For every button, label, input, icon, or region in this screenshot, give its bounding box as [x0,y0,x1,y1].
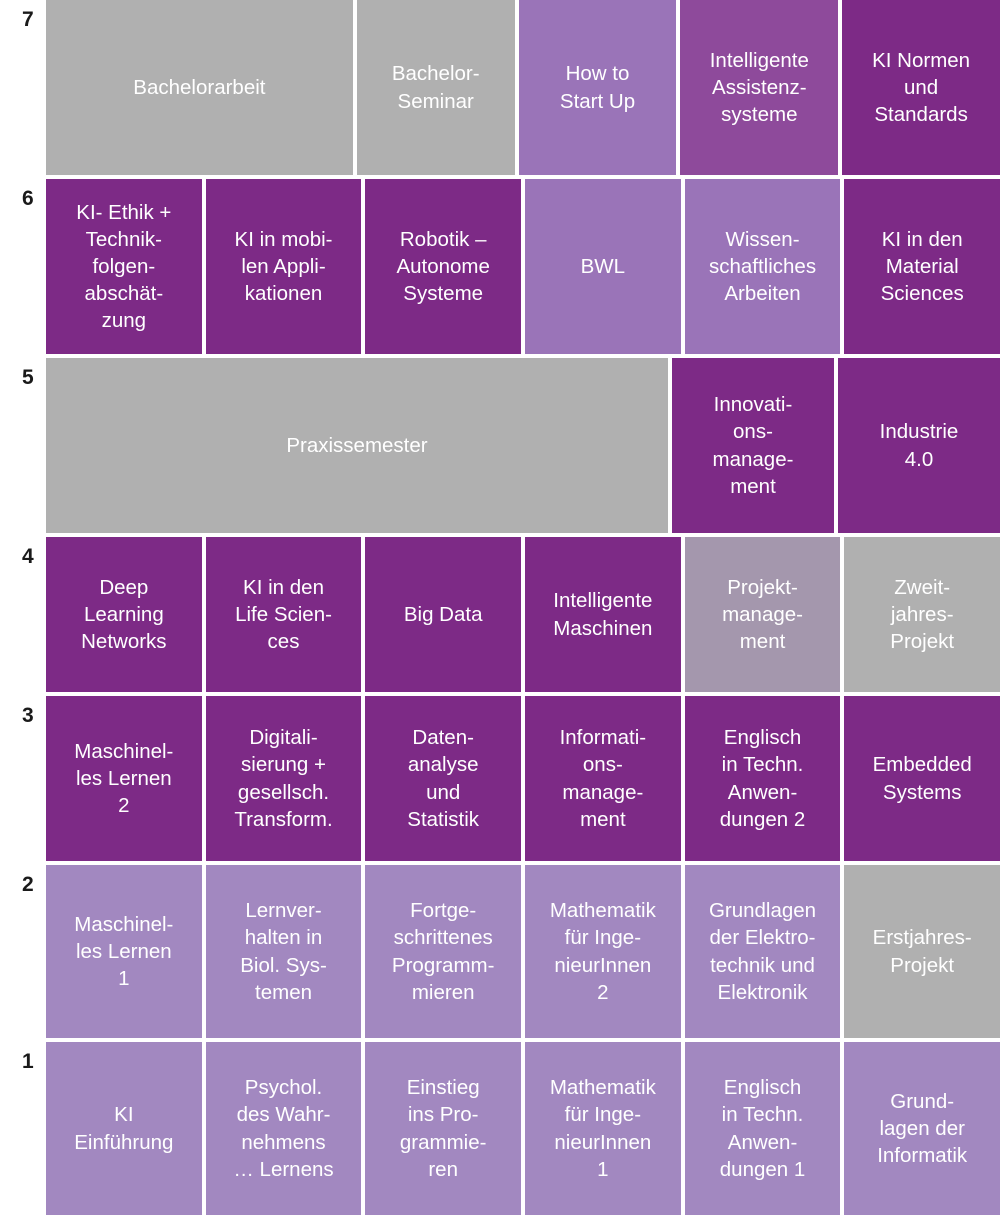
module-cell[interactable] [46,179,202,354]
semester-modules [46,179,1000,354]
module-cell[interactable] [46,696,202,861]
module-label: How to Start Up [559,62,636,113]
module-label: Informati- ons- manage- ment [559,726,647,831]
module-label: Mathematik für Inge- nieurInnen 2 [549,899,656,1004]
module-label: KI in den Material Sciences [880,227,964,306]
module-cell[interactable] [838,358,1000,533]
semester-row [0,358,1000,533]
module-cell[interactable] [365,179,521,354]
module-label: Maschinel- les Lernen 2 [74,739,174,818]
semester-label: 1 [0,1042,46,1215]
module-label: Englisch in Techn. Anwen- dungen 2 [719,726,806,831]
module-label: Industrie 4.0 [879,420,959,471]
module-label: Bachelor- Seminar [391,62,480,113]
semester-modules [46,537,1000,692]
module-cell[interactable] [685,696,841,861]
module-label: Mathematik für Inge- nieurInnen 1 [549,1076,656,1181]
module-cell[interactable] [525,696,681,861]
module-label: Digitali- sierung + gesellsch. Transform. [234,726,333,831]
module-cell[interactable] [685,537,841,692]
module-label: Embedded Systems [872,753,972,804]
semester-row [0,696,1000,861]
module-cell[interactable] [365,537,521,692]
module-cell[interactable] [46,0,353,175]
semester-label: 2 [0,865,46,1038]
module-cell[interactable] [525,179,681,354]
semester-row [0,1042,1000,1215]
module-cell[interactable] [680,0,838,175]
semester-label: 5 [0,358,46,533]
module-label: Grundlagen der Elektro- technik und Elektronik [708,899,817,1004]
module-cell[interactable] [46,358,668,533]
module-label: Praxissemester [286,433,428,457]
module-cell[interactable] [844,537,1000,692]
module-cell[interactable] [206,179,362,354]
module-label: KI- Ethik + Technik- folgen- abschät- zung [76,200,172,333]
module-cell[interactable] [842,0,1000,175]
module-label: Innovati- ons- manage- ment [712,393,794,498]
module-cell[interactable] [672,358,834,533]
module-label: Psychol. des Wahr- nehmens … Lernens [233,1076,334,1181]
module-cell[interactable] [365,696,521,861]
module-cell[interactable] [46,865,202,1038]
module-cell[interactable] [365,1042,521,1215]
module-cell[interactable] [525,865,681,1038]
module-cell[interactable] [525,1042,681,1215]
module-cell[interactable] [365,865,521,1038]
module-label: Einstieg ins Pro- grammie- ren [399,1076,487,1181]
module-label: Wissen- schaftliches Arbeiten [708,227,817,306]
module-label: Bachelorarbeit [133,75,266,99]
module-label: Englisch in Techn. Anwen- dungen 1 [719,1076,806,1181]
semester-row [0,865,1000,1038]
module-cell[interactable] [206,696,362,861]
semester-row [0,537,1000,692]
module-label: Big Data [403,602,483,626]
semester-modules [46,865,1000,1038]
module-cell[interactable] [46,537,202,692]
module-cell[interactable] [357,0,515,175]
semester-modules [46,0,1000,175]
module-label: Robotik – Autonome Systeme [396,227,490,306]
module-label: KI Normen und Standards [872,48,971,127]
module-cell[interactable] [844,1042,1000,1215]
semester-label: 4 [0,537,46,692]
module-label: KI Einführung [74,1103,174,1154]
module-cell[interactable] [844,696,1000,861]
module-label: Grund- lagen der Informatik [877,1089,968,1168]
module-label: Zweit- jahres- Projekt [890,575,955,654]
semester-label: 7 [0,0,46,175]
module-label: KI in mobi- len Appli- kationen [234,227,333,306]
module-cell[interactable] [685,1042,841,1215]
module-cell[interactable] [685,865,841,1038]
module-cell[interactable] [206,537,362,692]
module-label: Deep Learning Networks [81,575,167,654]
module-cell[interactable] [685,179,841,354]
module-label: KI in den Life Scien- ces [235,575,332,654]
module-label: Daten- analyse und Statistik [407,726,480,831]
module-label: Erstjahres- Projekt [872,926,972,977]
module-label: Maschinel- les Lernen 1 [74,912,174,991]
module-cell[interactable] [206,865,362,1038]
semester-modules [46,696,1000,861]
semester-modules [46,1042,1000,1215]
module-label: Intelligente Maschinen [553,589,653,640]
module-cell[interactable] [525,537,681,692]
semester-label: 3 [0,696,46,861]
module-cell[interactable] [844,179,1000,354]
module-cell[interactable] [46,1042,202,1215]
semester-modules [46,358,1000,533]
module-label: Fortge- schrittenes Programm- mieren [391,899,495,1004]
semester-label: 6 [0,179,46,354]
module-cell[interactable] [206,1042,362,1215]
module-label: Intelligente Assistenz- systeme [709,48,809,127]
module-label: Lernver- halten in Biol. Sys- temen [240,899,327,1004]
module-label: Projekt- manage- ment [722,575,803,654]
semester-row [0,179,1000,354]
module-label: BWL [580,254,626,278]
module-cell[interactable] [519,0,677,175]
semester-row [0,0,1000,175]
module-cell[interactable] [844,865,1000,1038]
